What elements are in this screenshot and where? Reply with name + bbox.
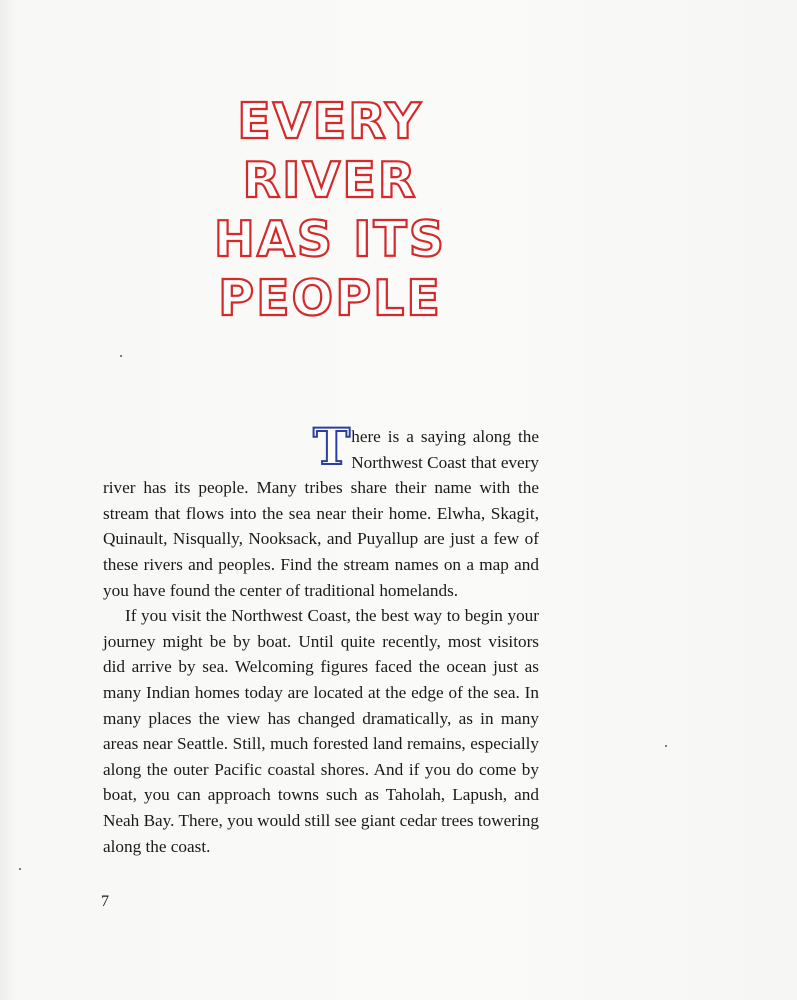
scan-speck [665,745,667,747]
chapter-title [200,92,460,328]
scan-speck [19,868,21,870]
body-text [103,417,539,859]
paragraph-1-text: here is a saying along the Northwest Coast that every river has its people. Many tribes share their name with the stream that flows into the sea near their home. Elwha, Skagit, Quinault, Nisqually, Nooksack, and Puyallup are just a few of these rivers and peoples. Find the stream names on a map and you have found the center of traditional homelands. [103,427,539,600]
paragraph-1 [103,417,539,603]
title-line: EVERY [237,93,423,150]
title-line: RIVER [242,152,418,209]
title-line: HAS ITS [213,211,447,268]
page-number: 7 [101,893,109,910]
title-line: PEOPLE [218,270,442,327]
drop-cap: T [313,417,351,476]
scan-speck [120,355,122,357]
paragraph-2: If you visit the Northwest Coast, the best way to begin your journey might be by boat. Until quite recently, most visitors did arrive by sea. Welcoming figures faced the ocean just as many Indian homes today are located at the edge of the sea. In many places the view has changed dramatically, as in many areas near Seattle. Still, much forested land remains, especially along the outer Pacific coastal shores. And if you do come by boat, you can approach towns such as Taholah, Lapush, and Neah Bay. There, you would still see giant cedar trees towering along the coast. [103,606,539,856]
